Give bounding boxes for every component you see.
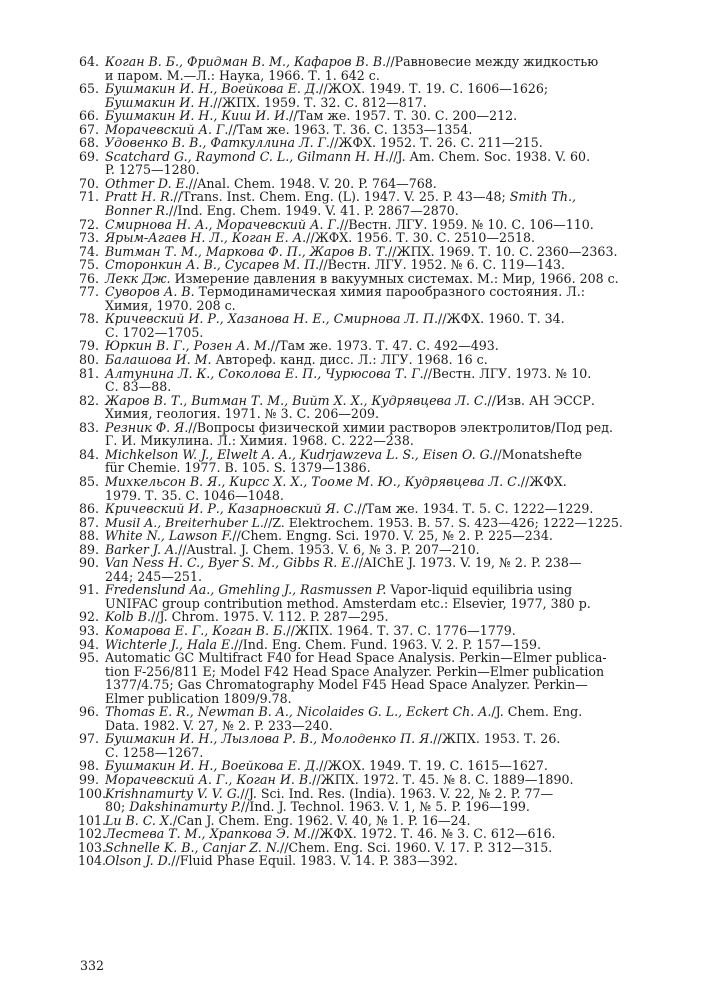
reference-source: //Там же. 1973. Т. 47. С. 492—493. [270, 338, 499, 354]
reference-authors: Кричевский И. Р., Хазанова Н. Е., Смирнова Л. П. [105, 311, 439, 327]
reference-text [105, 543, 623, 557]
reference-authors: Резник Ф. Я. [105, 419, 189, 435]
reference-source: //Там же. 1963. Т. 36. С. 1353—1354. [228, 121, 473, 137]
reference-item [78, 814, 623, 828]
reference-source: С. 83—88. [105, 379, 172, 395]
reference-authors: Musil A., Breiterhuber L. [105, 514, 264, 530]
reference-source: 244; 245—251. [105, 568, 202, 584]
reference-line [105, 814, 623, 828]
reference-authors: Бушмакин И. Н., Лызлова Р. В., Молоденко П. Я. [105, 731, 434, 747]
reference-source: Vapor-liquid equilibria using [386, 582, 573, 598]
reference-line [105, 367, 623, 381]
reference-line [105, 258, 623, 272]
reference-text [105, 759, 623, 773]
reference-text [105, 339, 623, 353]
reference-number: 65. [78, 81, 99, 97]
reference-line [105, 394, 623, 408]
reference-source: //ЖПХ. 1953. Т. 26. [433, 731, 561, 747]
reference-line [105, 353, 623, 367]
reference-item [78, 651, 623, 705]
reference-text [105, 827, 623, 841]
reference-item [78, 285, 623, 312]
reference-authors: Othmer D. E. [105, 175, 189, 191]
reference-source: UNIFAC group contribution method. Amsterdam etc.: Elsevier, 1977, 380 p. [105, 595, 591, 611]
reference-text [105, 82, 623, 109]
reference-source: //Trans. Inst. Chem. Eng. (L). 1947. V. 25. P. 43—48; [173, 189, 510, 205]
reference-text [105, 556, 623, 583]
reference-number: 83. [78, 419, 99, 435]
reference-text [105, 272, 623, 286]
reference-line [105, 380, 623, 394]
reference-authors: Жаров В. Т., Витман Т. М., Вийт Х. Х., Кудрявцева Л. С. [105, 392, 488, 408]
reference-item [78, 705, 623, 732]
reference-text [105, 529, 623, 543]
reference-authors: Dakshinamurty P. [129, 799, 241, 815]
reference-line [105, 82, 623, 96]
reference-number: 94. [78, 636, 99, 652]
reference-item [78, 109, 623, 123]
reference-source: Automatic GC Multifract F40 for Head Space Analysis. Perkin—Elmer publica- [105, 650, 607, 666]
reference-source: //J. Am. Chem. Soc. 1938. V. 60. [389, 148, 591, 164]
reference-item [78, 136, 623, 150]
reference-text [105, 732, 623, 759]
reference-authors: Bonner R. [105, 203, 170, 219]
reference-item [78, 475, 623, 502]
reference-line [105, 597, 623, 611]
reference-source: Термодинамическая химия парообразного состояния. Л.: [194, 284, 585, 300]
reference-line [105, 719, 623, 733]
reference-number: 71. [78, 189, 99, 205]
reference-authors: Wichterle J., Hala E. [105, 636, 235, 652]
reference-source: //AIChE J. 1973. V. 19, № 2. P. 238— [354, 555, 582, 571]
reference-number: 82. [78, 392, 99, 408]
reference-item [78, 177, 623, 191]
reference-authors: Коган В. Б., Фридман В. М., Кафаров В. В. [105, 54, 387, 69]
reference-number: 93. [78, 622, 99, 638]
reference-number: 72. [78, 216, 99, 232]
reference-authors: Морачевский А. Г., Коган И. В. [105, 771, 313, 787]
reference-text [105, 841, 623, 855]
reference-source: //ЖПХ. 1964. Т. 37. С. 1776—1779. [286, 622, 516, 638]
reference-source: //J. Sci. Ind. Res. (India). 1963. V. 22, № 2. P. 77— [240, 785, 554, 801]
reference-source: Химия, геология. 1971. № 3. С. 206—209. [105, 406, 379, 422]
reference-line [105, 827, 623, 841]
reference-line [105, 339, 623, 353]
reference-text [105, 814, 623, 828]
reference-authors: Кричевский И. Р., Казарновский Я. С. [105, 501, 358, 517]
reference-source: //Ind. J. Technol. 1963. V. 1, № 5. P. 196—199. [240, 799, 530, 815]
reference-number: 95. [78, 650, 99, 666]
reference-authors: Smith Th., [509, 189, 577, 205]
reference-item [78, 502, 623, 516]
reference-item [78, 583, 623, 610]
reference-item [78, 150, 623, 177]
reference-line [105, 787, 623, 801]
reference-line [105, 475, 623, 489]
reference-text [105, 854, 623, 868]
reference-number: 69. [78, 148, 99, 164]
reference-line [105, 854, 623, 868]
reference-line [105, 272, 623, 286]
reference-source: //Austral. J. Chem. 1953. V. 6, № 3. P. 207—210. [178, 541, 480, 557]
reference-line [105, 529, 623, 543]
reference-item [78, 190, 623, 217]
reference-text [105, 773, 623, 787]
reference-source: //Chem. Engng. Sci. 1970. V. 25, № 2. P. 225—234. [232, 528, 553, 544]
reference-line [105, 610, 623, 624]
reference-item [78, 448, 623, 475]
reference-source: //J. Chrom. 1975. V. 112. P. 287—295. [151, 609, 389, 625]
reference-line [105, 651, 623, 665]
reference-line [105, 123, 623, 137]
reference-source: //Там же. 1957. Т. 30. С. 200—212. [289, 108, 518, 124]
reference-authors: Fredenslund Aa., Gmehling J., Rasmussen P. [105, 582, 387, 598]
reference-number: 66. [78, 108, 99, 124]
reference-number: 68. [78, 135, 99, 151]
reference-line [105, 312, 623, 326]
reference-item [78, 353, 623, 367]
reference-text [105, 312, 623, 339]
reference-number: 86. [78, 501, 99, 517]
reference-number: 76. [78, 270, 99, 286]
reference-authors: Бушмакин И. Н. [105, 94, 214, 110]
reference-text [105, 123, 623, 137]
reference-line [105, 800, 623, 814]
reference-line [105, 759, 623, 773]
reference-source: //Monatshefte [493, 446, 583, 462]
reference-line [105, 665, 623, 679]
reference-line [105, 163, 623, 177]
reference-source: //Fluid Phase Equil. 1983. V. 14. P. 383—392. [171, 853, 458, 869]
reference-line [105, 190, 623, 204]
reference-list [78, 55, 623, 868]
reference-authors: Лекк Дж. [105, 270, 171, 286]
reference-number: 67. [78, 121, 99, 137]
reference-authors: Михкельсон В. Я., Кирсс Х. Х., Тооме М. Ю., Кудрявцева Л. С. [105, 473, 521, 489]
reference-number: 102. [78, 826, 107, 842]
reference-source: //Вопросы физической химии растворов электролитов/Под ред. [188, 419, 613, 435]
reference-authors: Бушмакин И. Н., Воейкова Е. Д. [105, 758, 320, 774]
reference-text [105, 475, 623, 502]
reference-text [105, 448, 623, 475]
reference-authors: Olson J. D. [105, 853, 172, 869]
reference-line [105, 841, 623, 855]
reference-number: 73. [78, 230, 99, 246]
reference-text [105, 150, 623, 177]
reference-authors: Суворов А. В. [105, 284, 195, 300]
reference-item [78, 787, 623, 814]
reference-item [78, 516, 623, 530]
reference-authors: Michkelson W. J., Elwelt A. A., Kudrjawzeva L. S., Eisen O. G. [105, 446, 494, 462]
reference-line [105, 461, 623, 475]
reference-text [105, 245, 623, 259]
reference-authors: Kolb B. [105, 609, 152, 625]
reference-source: //ЖОХ. 1949. Т. 19. С. 1606—1626; [319, 81, 549, 97]
reference-source: //ЖПХ. 1959. Т. 32. С. 812—817. [213, 94, 427, 110]
reference-source: Г. И. Микулина. Л.: Химия. 1968. С. 222—238. [105, 433, 414, 449]
reference-number: 87. [78, 514, 99, 530]
reference-number: 90. [78, 555, 99, 571]
reference-authors: Lu B. C. X. [105, 812, 173, 828]
reference-number: 88. [78, 528, 99, 544]
reference-source: //Chem. Eng. Sci. 1960. V. 17. P. 312—315. [280, 839, 553, 855]
reference-line [105, 773, 623, 787]
reference-number: 78. [78, 311, 99, 327]
reference-text [105, 787, 623, 814]
reference-source: //Вестн. ЛГУ. 1959. № 10. С. 106—110. [339, 216, 594, 232]
reference-source: //Вестн. ЛГУ. 1952. № 6. С. 119—143. [319, 257, 565, 273]
reference-line [105, 448, 623, 462]
reference-number: 75. [78, 257, 99, 273]
reference-authors: Смирнова Н. А., Морачевский А. Г. [105, 216, 340, 232]
reference-source: //Ind. Eng. Chem. 1949. V. 41. P. 2867—2870. [169, 203, 459, 219]
reference-text [105, 353, 623, 367]
reference-source: //ЖФХ. 1952. Т. 26. С. 211—215. [329, 135, 543, 151]
reference-item [78, 394, 623, 421]
reference-source: 1979. Т. 35. С. 1046—1048. [105, 487, 284, 503]
reference-line [105, 583, 623, 597]
reference-text [105, 258, 623, 272]
reference-authors: Thomas E. R., Newman B. A., Nicolaides G. L., Eckert Ch. A. [105, 704, 492, 720]
reference-text [105, 610, 623, 624]
reference-authors: Barker J. A. [105, 541, 179, 557]
reference-authors: Алтунина Л. К., Соколова Е. П., Чурюсова Т. Г. [105, 365, 424, 381]
reference-authors: Комарова Е. Г., Коган В. Б. [105, 622, 287, 638]
reference-source: С. 1258—1267. [105, 744, 204, 760]
reference-authors: White N., Lawson F. [105, 528, 233, 544]
reference-number: 91. [78, 582, 99, 598]
reference-number: 96. [78, 704, 99, 720]
reference-text [105, 136, 623, 150]
reference-line [105, 624, 623, 638]
reference-number: 97. [78, 731, 99, 747]
reference-text [105, 285, 623, 312]
reference-number: 104. [78, 853, 107, 869]
reference-line [105, 638, 623, 652]
reference-line [105, 96, 623, 110]
reference-source: Elmer publication 1809/9.78. [105, 690, 292, 706]
reference-item [78, 82, 623, 109]
reference-line [105, 218, 623, 232]
reference-text [105, 705, 623, 732]
reference-source: /J. Chem. Eng. [491, 704, 583, 720]
reference-item [78, 123, 623, 137]
reference-item [78, 827, 623, 841]
reference-authors: Удовенко В. В., Фаткуллина Л. Г. [105, 135, 330, 151]
reference-item [78, 732, 623, 759]
reference-number: 70. [78, 175, 99, 191]
reference-source: //ЖФХ. 1956. Т. 30. С. 2510—2518. [306, 230, 536, 246]
reference-item [78, 339, 623, 353]
reference-text [105, 177, 623, 191]
reference-authors: Бушмакин И. Н., Воейкова Е. Д. [105, 81, 320, 97]
reference-source: и паром. М.—Л.: Наука, 1966. Т. 1. 642 с. [105, 67, 380, 83]
reference-source: für Chemie. 1977. B. 105. S. 1379—1386. [105, 460, 371, 476]
reference-line [105, 55, 623, 69]
reference-text [105, 651, 623, 705]
reference-item [78, 231, 623, 245]
reference-source: //ЖФХ. 1972. Т. 46. № 3. С. 612—616. [310, 826, 556, 842]
reference-item [78, 312, 623, 339]
reference-line [105, 489, 623, 503]
reference-line [105, 746, 623, 760]
reference-authors: Krishnamurty V. V. G. [105, 785, 241, 801]
reference-number: 84. [78, 446, 99, 462]
reference-text [105, 231, 623, 245]
reference-line [105, 177, 623, 191]
reference-number: 64. [78, 54, 99, 69]
reference-number: 77. [78, 284, 99, 300]
reference-text [105, 502, 623, 516]
reference-source: Измерение давления в вакуумных системах. М.: Мир, 1966. 208 с. [170, 270, 619, 286]
reference-number: 80. [78, 352, 99, 368]
reference-line [105, 692, 623, 706]
reference-text [105, 367, 623, 394]
reference-line [105, 732, 623, 746]
reference-number: 98. [78, 758, 99, 774]
reference-authors: Van Ness H. C., Byer S. M., Gibbs R. E. [105, 555, 355, 571]
reference-source: Химия, 1970. 208 с. [105, 297, 236, 313]
reference-number: 103. [78, 839, 107, 855]
reference-source: //Anal. Chem. 1948. V. 20. P. 764—768. [188, 175, 437, 191]
reference-line [105, 231, 623, 245]
reference-source: P. 1275—1280. [105, 162, 200, 178]
reference-item [78, 841, 623, 855]
reference-line [105, 285, 623, 299]
reference-line [105, 245, 623, 259]
reference-authors: Scatchard G., Raymond C. L., Gilmann H. H. [105, 148, 390, 164]
reference-line [105, 407, 623, 421]
reference-item [78, 529, 623, 543]
reference-source: //ЖОХ. 1949. Т. 19. С. 1615—1627. [319, 758, 548, 774]
reference-source: Автореф. канд. дисс. Л.: ЛГУ. 1968. 16 с. [211, 352, 488, 368]
reference-item [78, 624, 623, 638]
reference-number: 85. [78, 473, 99, 489]
reference-item [78, 245, 623, 259]
reference-line [105, 502, 623, 516]
reference-line [105, 556, 623, 570]
reference-line [105, 678, 623, 692]
reference-number: 101. [78, 812, 107, 828]
reference-source: //Ind. Eng. Chem. Fund. 1963. V. 2. P. 157—159. [234, 636, 542, 652]
reference-item [78, 367, 623, 394]
reference-authors: Сторонкин А. В., Сусарев М. П. [105, 257, 320, 273]
reference-text [105, 394, 623, 421]
reference-source: //Там же. 1934. Т. 5. С. 1222—1229. [357, 501, 594, 517]
reference-line [105, 299, 623, 313]
reference-item [78, 258, 623, 272]
reference-item [78, 610, 623, 624]
reference-source: tion F-256/811 E; Model F42 Head Space Analyzer. Perkin—Elmer publication [105, 663, 605, 679]
reference-text [105, 638, 623, 652]
reference-item [78, 638, 623, 652]
reference-item [78, 543, 623, 557]
page-number: 332 [80, 958, 105, 973]
reference-number: 92. [78, 609, 99, 625]
reference-number: 74. [78, 243, 99, 259]
reference-authors: Ярым-Агаев Н. Л., Коган Е. А. [105, 230, 307, 246]
reference-item [78, 556, 623, 583]
reference-authors: Бушмакин И. Н., Киш И. И. [105, 108, 290, 124]
reference-number: 89. [78, 541, 99, 557]
reference-authors: Лестева Т. М., Храпкова Э. М. [105, 826, 311, 842]
reference-source: С. 1702—1705. [105, 324, 204, 340]
reference-text [105, 109, 623, 123]
reference-item [78, 854, 623, 868]
reference-item [78, 759, 623, 773]
reference-line [105, 434, 623, 448]
reference-source: //ЖФХ. [520, 473, 567, 489]
reference-text [105, 624, 623, 638]
reference-line [105, 543, 623, 557]
reference-authors: Витман Т. М., Маркова Ф. П., Жаров В. Т. [105, 243, 389, 259]
reference-item [78, 272, 623, 286]
reference-source: //ЖПХ. 1969. Т. 10. С. 2360—2363. [388, 243, 618, 259]
reference-authors: Pratt H. R. [105, 189, 174, 205]
reference-authors: Морачевский А. Г. [105, 121, 229, 137]
reference-text [105, 218, 623, 232]
reference-number: 79. [78, 338, 99, 354]
reference-source: /Can J. Chem. Eng. 1962. V. 40, № 1. P. 16—24. [172, 812, 471, 828]
reference-line [105, 204, 623, 218]
reference-item [78, 55, 623, 82]
reference-authors: Schnelle K. B., Canjar Z. N. [105, 839, 280, 855]
reference-source: //Вестн. ЛГУ. 1973. № 10. [423, 365, 592, 381]
reference-line [105, 69, 623, 83]
reference-text [105, 55, 623, 82]
reference-source: Data. 1982. V. 27, № 2. P. 233—240. [105, 717, 333, 733]
reference-line [105, 421, 623, 435]
reference-item [78, 773, 623, 787]
reference-line [105, 136, 623, 150]
reference-authors: Балашова И. М. [105, 352, 212, 368]
reference-text [105, 421, 623, 448]
reference-line [105, 570, 623, 584]
reference-number: 100. [78, 785, 107, 801]
reference-item [78, 421, 623, 448]
reference-text [105, 516, 623, 530]
reference-number: 81. [78, 365, 99, 381]
reference-source: //Изв. АН ЭССР. [487, 392, 595, 408]
reference-text [105, 190, 623, 217]
reference-line [105, 516, 623, 530]
reference-line [105, 109, 623, 123]
reference-line [105, 705, 623, 719]
reference-source: //Z. Elektrochem. 1953. B. 57. S. 423—426; 1222—1225. [263, 514, 623, 530]
reference-source: //ЖПХ. 1972. Т. 45. № 8. С. 1889—1890. [312, 771, 574, 787]
reference-source: //ЖФХ. 1960. Т. 34. [438, 311, 565, 327]
reference-line [105, 150, 623, 164]
reference-source: 1377/4.75; Gas Chromatography Model F45 Head Space Analyzer. Perkin— [105, 677, 588, 693]
reference-number: 99. [78, 771, 99, 787]
reference-source: 80; [105, 799, 130, 815]
reference-line [105, 326, 623, 340]
reference-text [105, 583, 623, 610]
reference-source: //Равновесие между жидкостью [386, 54, 599, 69]
reference-authors: Юркин В. Г., Розен А. М. [105, 338, 271, 354]
reference-item [78, 218, 623, 232]
